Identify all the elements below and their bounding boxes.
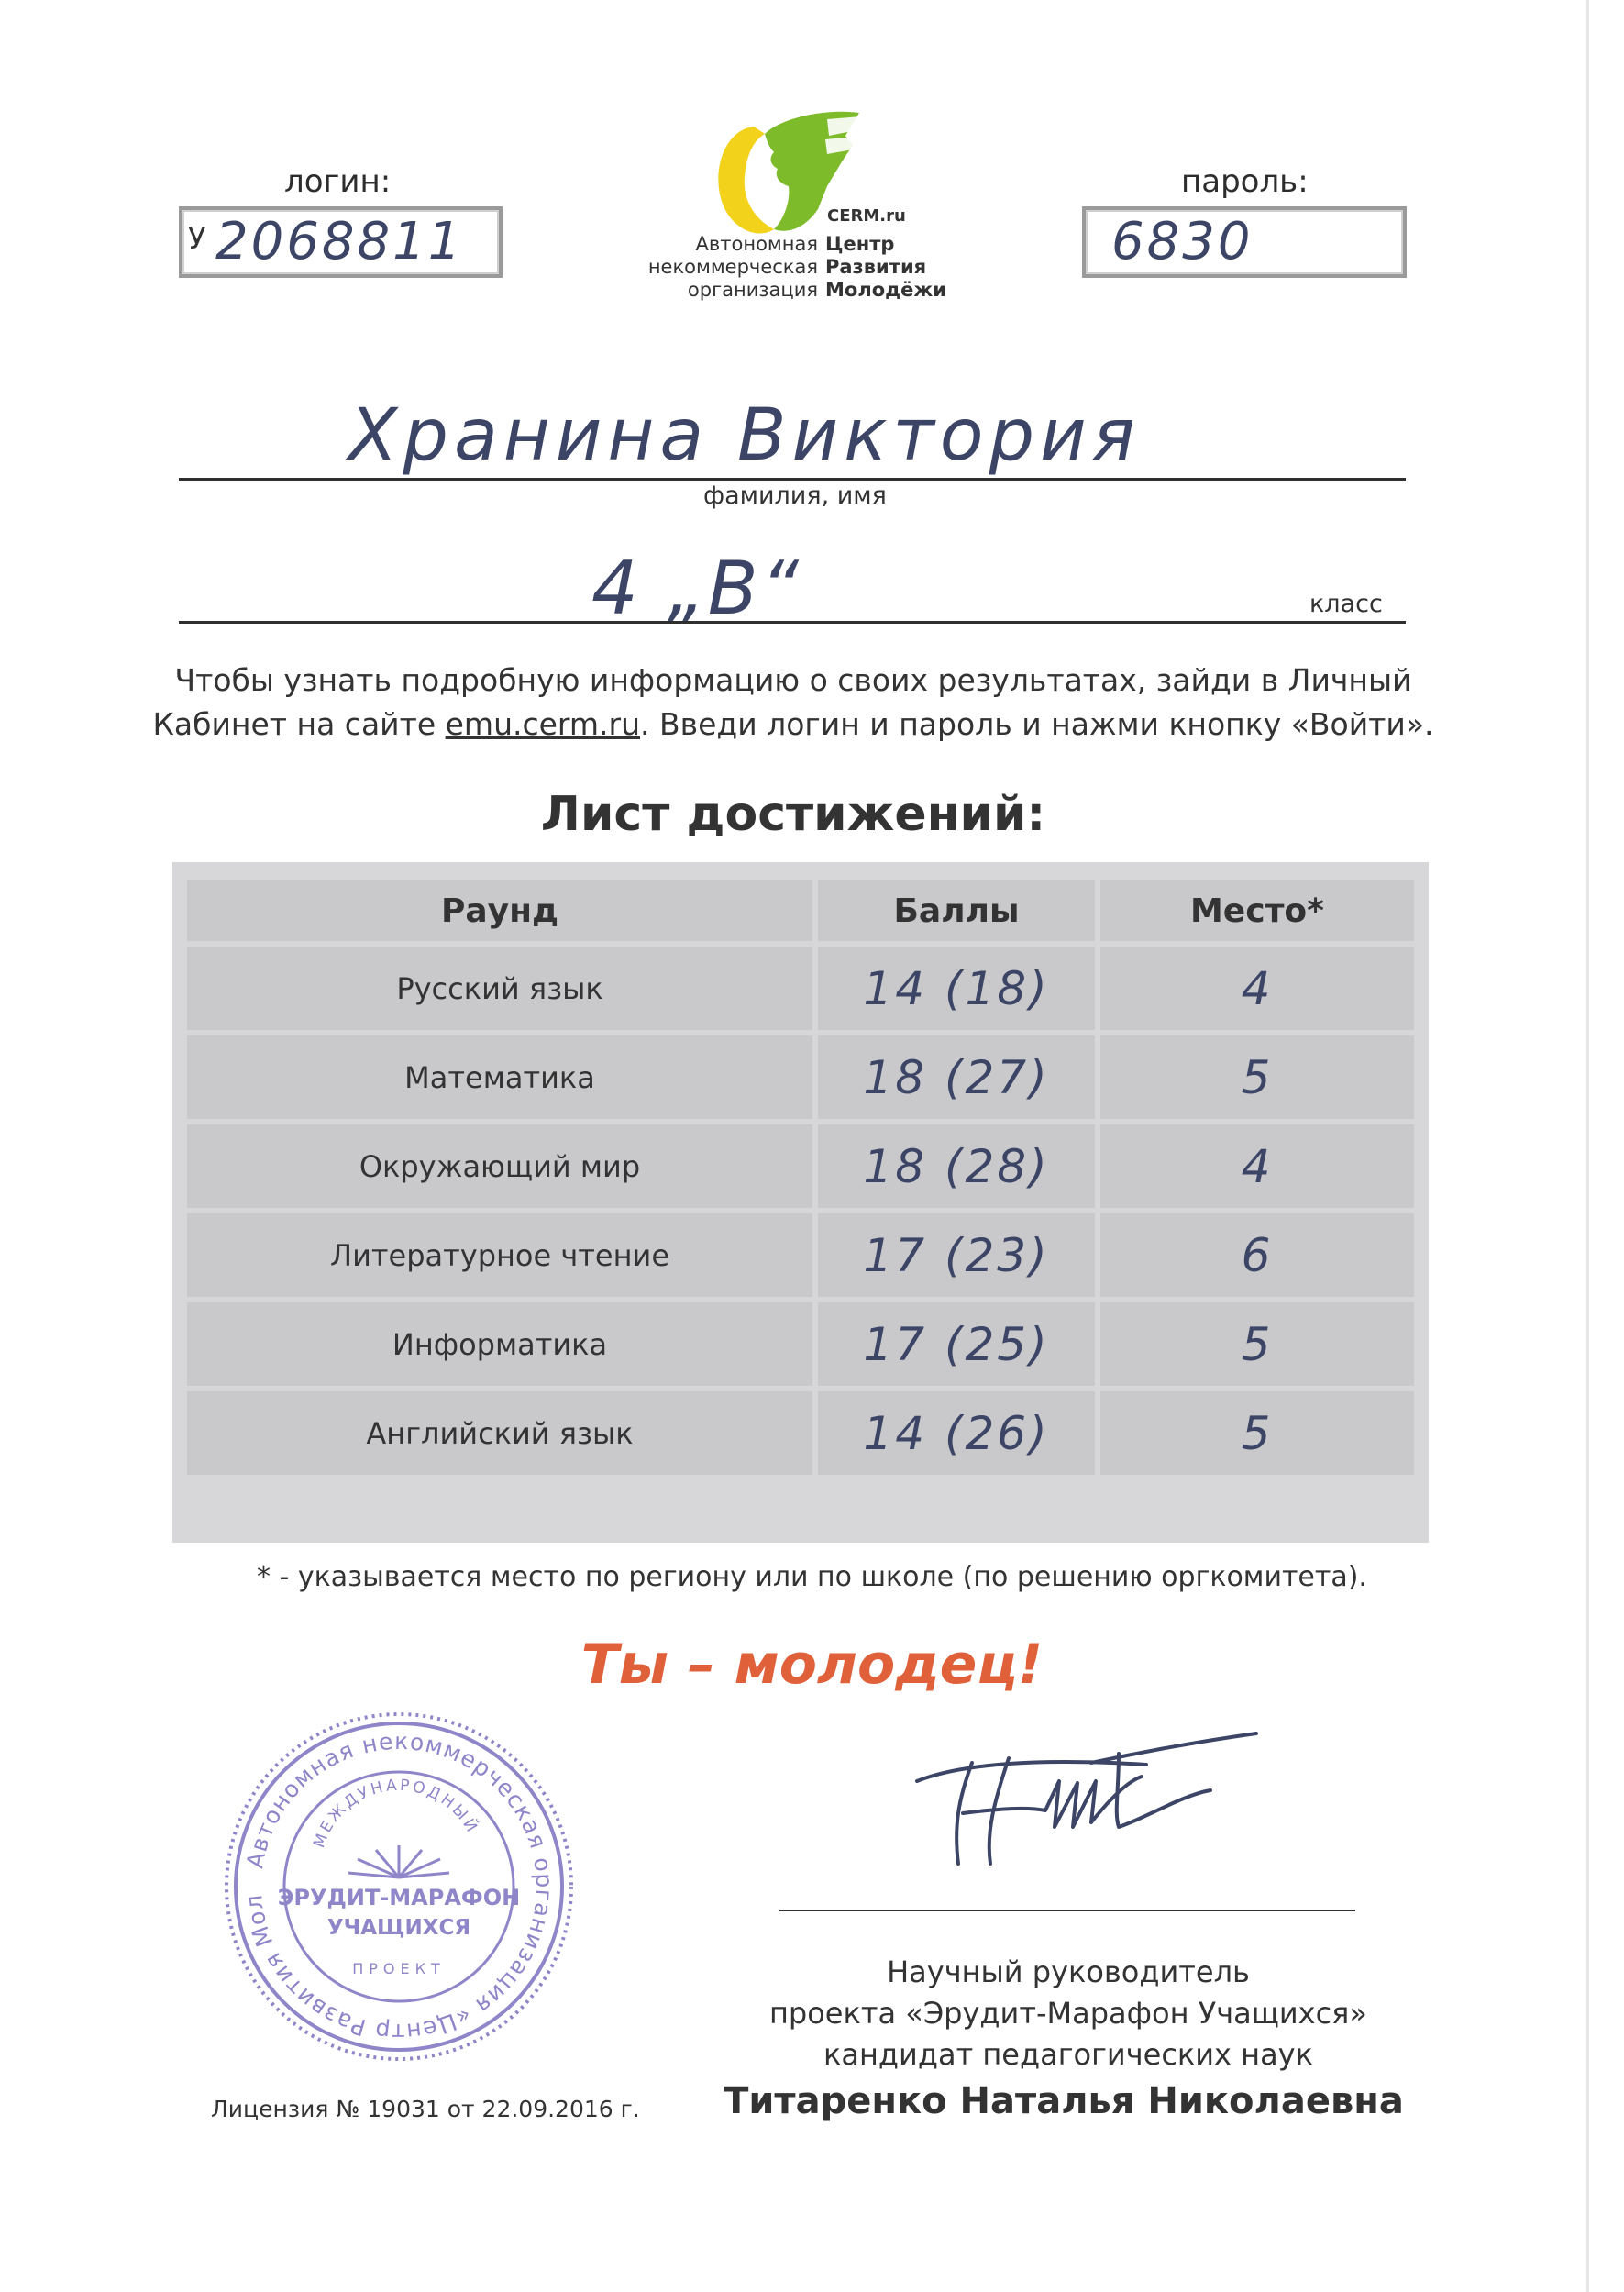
achievements-grid: [182, 875, 1420, 1480]
name-line: [179, 478, 1406, 481]
password-value: 6830: [1111, 212, 1254, 271]
place-cell: 6: [1100, 1213, 1414, 1297]
table-row: [187, 1124, 1414, 1208]
stamp: [220, 1708, 578, 2065]
signature-line: [779, 1910, 1355, 1911]
table-header-row: [187, 880, 1414, 941]
signatory-line-1: Научный руководитель: [887, 1954, 1250, 1989]
signatory-block: [752, 1952, 1385, 2076]
table-row: [187, 1391, 1414, 1475]
round-cell: Информатика: [187, 1302, 812, 1386]
round-cell: Окружающий мир: [187, 1124, 812, 1208]
score-cell: 17 (25): [818, 1302, 1095, 1386]
login-box: [179, 206, 503, 278]
score-cell: 17 (23): [818, 1213, 1095, 1297]
achievements-table: [172, 862, 1429, 1543]
score-cell: 18 (27): [818, 1035, 1095, 1119]
info-text: [138, 659, 1449, 747]
student-name-value: Хранина Виктория: [348, 394, 1141, 477]
round-cell: Английский язык: [187, 1391, 812, 1475]
round-cell: Литературное чтение: [187, 1213, 812, 1297]
cerm-logo: [647, 108, 956, 305]
name-caption: фамилия, имя: [703, 482, 887, 510]
site-link[interactable]: emu.cerm.ru: [445, 706, 641, 742]
logo-right-text: Центр Развития Молодёжи: [825, 233, 946, 301]
signature: [908, 1726, 1275, 1873]
logo-site: CERM.ru: [827, 206, 906, 226]
round-cell: Русский язык: [187, 947, 812, 1030]
license-text: Лицензия № 19031 от 22.09.2016 г.: [211, 2096, 640, 2122]
achievements-title: Лист достижений:: [540, 787, 1046, 842]
table-row: [187, 947, 1414, 1030]
stamp-outer-text: Автономная некоммерческая организация «Центр Развития Мол: [240, 1727, 558, 2046]
table-row: [187, 1213, 1414, 1297]
stamp-main-1: ЭРУДИТ-МАРАФОН: [277, 1885, 521, 1910]
place-cell: 4: [1100, 1124, 1414, 1208]
score-cell: 18 (28): [818, 1124, 1095, 1208]
stamp-graphic: [220, 1708, 578, 2065]
class-value: 4 „В“: [591, 546, 802, 631]
score-cell: 14 (18): [818, 947, 1095, 1030]
info-line-1: Чтобы узнать подробную информацию о своих результатах, зайди в Личный: [174, 662, 1412, 698]
stamp-main-2: УЧАЩИХСЯ: [326, 1916, 471, 1940]
praise-text: Ты – молодец!: [580, 1633, 1044, 1697]
login-value: 2068811: [215, 212, 464, 271]
stamp-bottom: ПРОЕКТ: [352, 1960, 446, 1977]
signatory-name: Титаренко Наталья Николаевна: [724, 2080, 1404, 2122]
col-place: Место*: [1100, 880, 1414, 941]
place-cell: 5: [1100, 1035, 1414, 1119]
score-cell: 14 (26): [818, 1391, 1095, 1475]
password-label: пароль:: [1181, 163, 1309, 200]
logo-left-text: Автономная некоммерческая организация: [647, 233, 818, 301]
col-score: Баллы: [818, 880, 1095, 941]
place-cell: 5: [1100, 1391, 1414, 1475]
info-line-2: Кабинет на сайте emu.cerm.ru. Введи логин и пароль и нажми кнопку «Войти».: [152, 706, 1434, 742]
footnote: * - указывается место по региону или по школе (по решению оргкомитета).: [257, 1561, 1367, 1593]
class-line: [179, 621, 1406, 624]
login-prefix: У: [188, 221, 206, 256]
round-cell: Математика: [187, 1035, 812, 1119]
place-cell: 4: [1100, 947, 1414, 1030]
place-cell: 5: [1100, 1302, 1414, 1386]
class-caption: класс: [1309, 590, 1383, 618]
password-box: [1082, 206, 1407, 278]
page-edge: [1586, 0, 1589, 2292]
login-label: логин:: [284, 163, 392, 200]
table-row: [187, 1035, 1414, 1119]
signatory-line-2: проекта «Эрудит-Марафон Учащихся»: [768, 1996, 1367, 2031]
stamp-inner-top: МЕЖДУНАРОДНЫЙ: [310, 1776, 482, 1851]
table-row: [187, 1302, 1414, 1386]
col-round: Раунд: [187, 880, 812, 941]
signatory-line-3: кандидат педагогических наук: [823, 2037, 1313, 2072]
signature-graphic: [908, 1726, 1275, 1873]
